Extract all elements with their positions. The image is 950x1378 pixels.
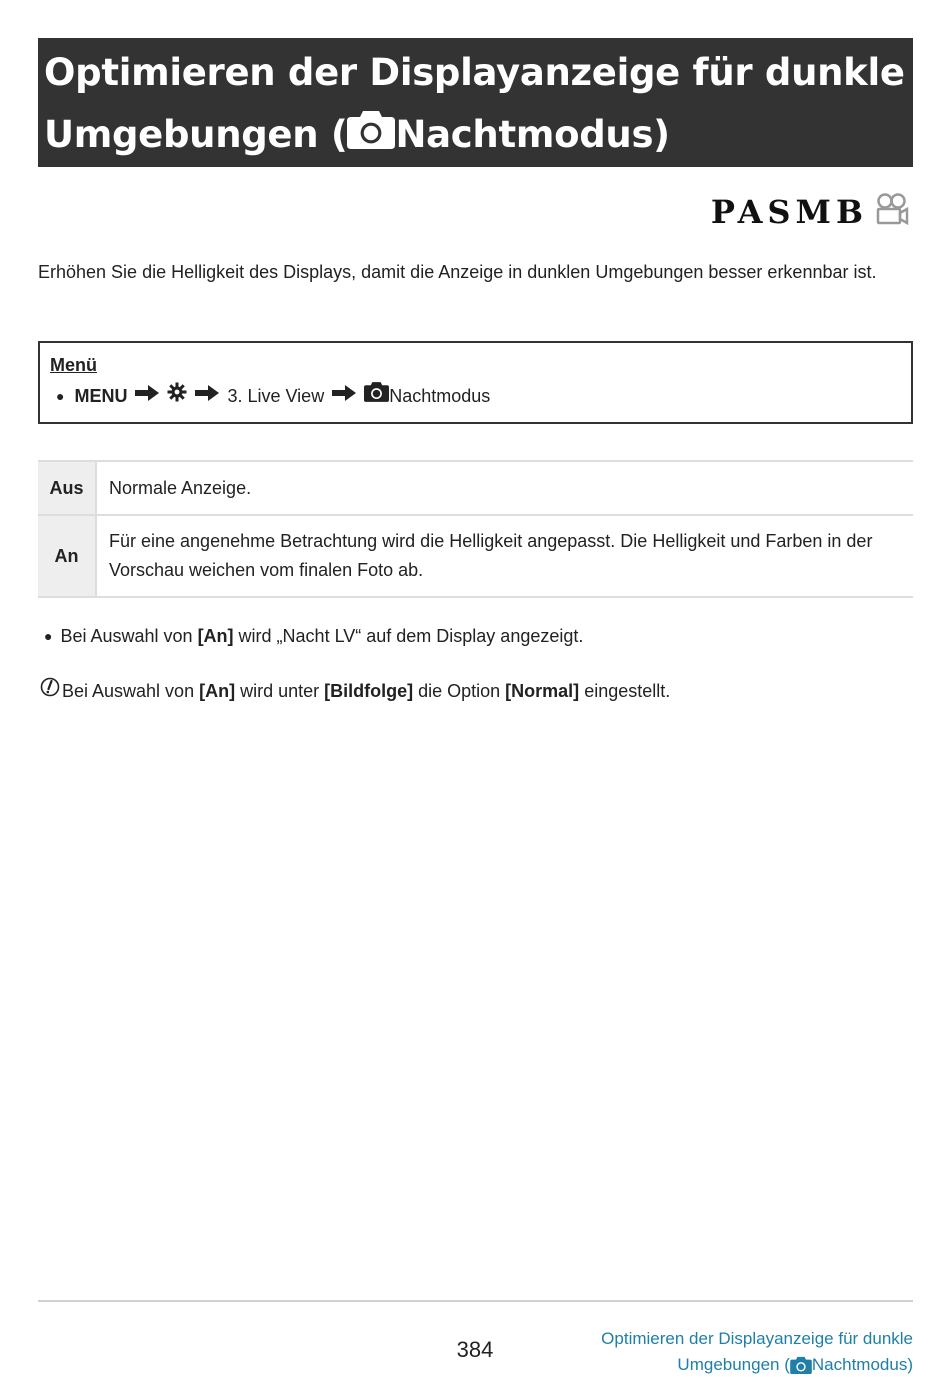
footer-link-suffix[interactable]: Nachtmodus) — [811, 1355, 913, 1374]
note-text: Bei Auswahl von — [60, 626, 198, 646]
footer-section-link[interactable] — [601, 1326, 913, 1378]
table-row — [38, 515, 913, 597]
gear-icon — [167, 381, 187, 411]
movie-camera-icon — [874, 192, 910, 233]
note-bold: [Normal] — [505, 680, 580, 701]
note-text: wird unter — [235, 680, 325, 701]
note-text: die Option — [413, 680, 506, 701]
arrow-right-icon — [195, 381, 219, 411]
note-bold: [An] — [197, 626, 234, 646]
page-number: 384 — [456, 1337, 494, 1362]
menu-box — [38, 341, 913, 424]
menu-path — [50, 381, 901, 411]
table-value: Normale Anzeige. — [96, 461, 913, 515]
note-bold: [An] — [199, 680, 236, 701]
bullet-icon: ● — [56, 388, 65, 404]
page-title-suffix: Nachtmodus) — [395, 113, 670, 156]
bullet-icon: ● — [44, 628, 53, 644]
arrow-right-icon — [135, 381, 159, 411]
caution-icon — [40, 677, 60, 704]
menu-key: MENU — [74, 386, 128, 406]
shooting-modes — [711, 192, 910, 232]
table-row — [38, 461, 913, 515]
caution-note — [40, 677, 670, 704]
page-title-line-1: Optimieren der Displayanzeige für dunkle — [44, 51, 905, 94]
caution-note-text — [62, 678, 670, 704]
mode-letters: PASMB — [710, 193, 868, 231]
table-value: Für eine angenehme Betrachtung wird die Helligkeit angepasst. Die Helligkeit und Farben in der Vorschau weichen vom finalen Foto ab. — [96, 515, 913, 597]
arrow-right-icon — [332, 381, 356, 411]
bullet-note-text — [60, 623, 583, 649]
options-table — [38, 460, 913, 598]
intro-text: Erhöhen Sie die Helligkeit des Displays, damit die Anzeige in dunklen Umgebungen besser erkennbar ist. — [38, 262, 877, 282]
menu-title: Menü — [50, 355, 97, 375]
note-bold: [Bildfolge] — [324, 680, 414, 701]
page-title-line-2 — [44, 104, 907, 168]
page-title-prefix: Umgebungen ( — [44, 113, 348, 156]
note-text: eingestellt. — [579, 680, 671, 701]
table-key: An — [38, 515, 96, 597]
footer-link-prefix[interactable]: Umgebungen ( — [677, 1355, 790, 1374]
page-title-bar — [38, 38, 913, 167]
footer-divider — [38, 1300, 913, 1302]
bullet-note — [44, 623, 583, 649]
camera-icon — [347, 106, 395, 168]
camera-icon — [790, 1356, 812, 1374]
menu-target: Nachtmodus — [389, 386, 491, 406]
table-key: Aus — [38, 461, 96, 515]
menu-step: 3. Live View — [227, 386, 325, 406]
footer-link-line-2[interactable] — [601, 1352, 913, 1378]
note-text: wird „Nacht LV“ auf dem Display angezeigt. — [233, 626, 584, 646]
camera-icon — [364, 381, 389, 411]
footer-link-line-1[interactable]: Optimieren der Displayanzeige für dunkle — [601, 1329, 913, 1348]
note-text: Bei Auswahl von — [62, 680, 200, 701]
